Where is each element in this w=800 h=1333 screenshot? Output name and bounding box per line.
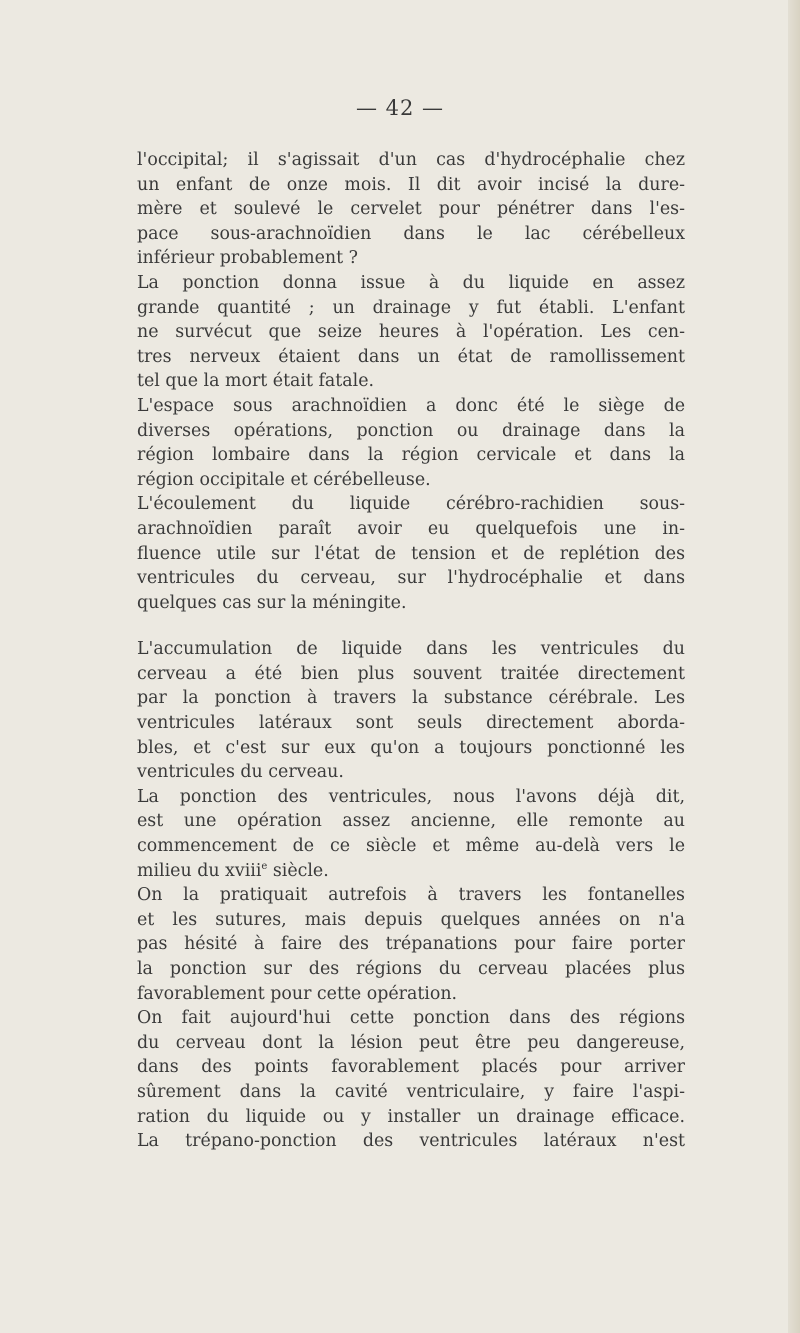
text-line: ventricules du cerveau, sur l'hydrocéphalie et dans	[137, 568, 685, 589]
text-line: fluence utile sur l'état de tension et de replétion des	[137, 543, 685, 564]
text-line: bles, et c'est sur eux qu'on a toujours ponctionné les	[137, 737, 685, 758]
text-line: La trépano-ponction des ventricules latéraux n'est	[137, 1131, 685, 1152]
text-line: grande quantité ; un drainage y fut établi. L'enfant	[137, 297, 685, 318]
text-line: du cerveau dont la lésion peut être peu dangereuse,	[137, 1032, 685, 1053]
text-line: et les sutures, mais depuis quelques années on n'a	[137, 909, 685, 930]
text-line: ventricules du cerveau.	[137, 762, 344, 783]
paragraph	[137, 637, 685, 785]
paragraph	[137, 492, 685, 615]
text-line: pace sous-arachnoïdien dans le lac cérébelleux	[137, 223, 685, 244]
paragraph	[137, 1006, 685, 1154]
paragraph	[137, 148, 685, 271]
text-line: ration du liquide ou y installer un drainage efficace.	[137, 1106, 685, 1127]
text-line: L'accumulation de liquide dans les ventricules du	[137, 639, 685, 660]
paragraph	[137, 394, 685, 492]
text-line: tres nerveux étaient dans un état de ramollissement	[137, 346, 685, 367]
text-line: favorablement pour cette opération.	[137, 983, 458, 1004]
text-line: commencement de ce siècle et même au-delà vers le	[137, 836, 685, 857]
text-line: La ponction donna issue à du liquide en assez	[137, 272, 685, 293]
text-line: L'espace sous arachnoïdien a donc été le siège de	[137, 395, 685, 416]
text-tail: siècle.	[267, 860, 329, 881]
text-line: mère et soulevé le cervelet pour pénétrer dans l'es-	[137, 199, 685, 220]
text-line: L'écoulement du liquide cérébro-rachidien sous-	[137, 494, 685, 515]
text-line: par la ponction à travers la substance cérébrale. Les	[137, 688, 685, 709]
text-line: région lombaire dans la région cervicale et dans la	[137, 445, 685, 466]
text-line: tel que la mort était fatale.	[137, 371, 375, 392]
text-line: On la pratiquait autrefois à travers les fontanelles	[137, 885, 685, 906]
text-line: pas hésité à faire des trépanations pour faire porter	[137, 934, 685, 955]
text-line: milieu du xviii$^e$ siècle.	[137, 860, 329, 881]
text-line: arachnoïdien paraît avoir eu quelquefois une in-	[137, 518, 685, 539]
text-line: région occipitale et cérébelleuse.	[137, 469, 431, 490]
text-line: ventricules latéraux sont seuls directement aborda-	[137, 713, 685, 734]
paragraph	[137, 785, 685, 1006]
text-line: La ponction des ventricules, nous l'avons déjà dit,	[137, 786, 685, 807]
text-line: inférieur probablement ?	[137, 248, 358, 269]
superscript: e	[261, 860, 268, 872]
text-line: dans des points favorablement placés pour arriver	[137, 1057, 685, 1078]
text-line: On fait aujourd'hui cette ponction dans des régions	[137, 1008, 685, 1029]
page-number: — 42 —	[355, 96, 445, 120]
text-line: un enfant de onze mois. Il dit avoir incisé la dure-	[137, 174, 685, 195]
text-line: sûrement dans la cavité ventriculaire, y faire l'aspi-	[137, 1081, 685, 1102]
text-line: l'occipital; il s'agissait d'un cas d'hydrocéphalie chez	[137, 150, 685, 170]
text-line: diverses opérations, ponction ou drainage dans la	[137, 420, 685, 441]
text-line: est une opération assez ancienne, elle remonte au	[137, 811, 685, 832]
page-edge	[788, 0, 800, 1333]
body-text	[137, 148, 685, 1154]
text-line: quelques cas sur la méningite.	[137, 592, 407, 613]
text-line: la ponction sur des régions du cerveau placées plus	[137, 959, 685, 979]
text-line: ne survécut que seize heures à l'opération. Les cen-	[137, 322, 685, 343]
text-line: cerveau a été bien plus souvent traitée directement	[137, 663, 685, 684]
paragraph	[137, 271, 685, 394]
